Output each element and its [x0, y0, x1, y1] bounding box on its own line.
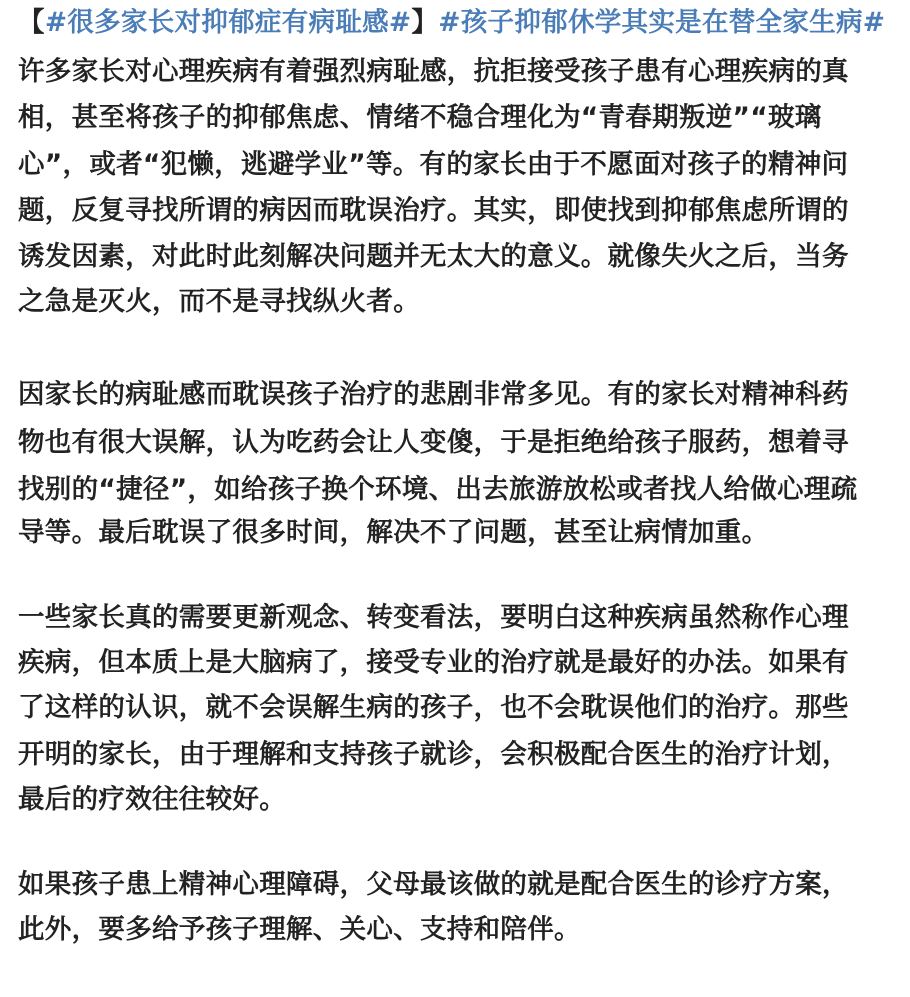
text-line: 最后的疗效往往较好。: [18, 784, 286, 815]
post-header: [18, 0, 885, 46]
text-line: 之急是灭火，而不是寻找纵火者。: [18, 286, 420, 317]
text-line: 一些家长真的需要更新观念、转变看法，要明白这种疾病虽然称作心理: [18, 602, 849, 633]
text-line: 找别的“捷径”，如给孩子换个环境、出去旅游放松或者找人给做心理疏: [18, 474, 858, 505]
text-line: 开明的家长，由于理解和支持孩子就诊，会积极配合医生的治疗计划，: [18, 739, 849, 770]
open-bracket: 【: [18, 7, 45, 38]
text-line: 疾病，但本质上是大脑病了，接受专业的治疗就是最好的办法。如果有: [18, 647, 849, 678]
close-bracket: 】: [411, 7, 439, 38]
text-line: 物也有很大误解，认为吃药会让人变傻，于是拒绝给孩子服药，想着寻: [18, 427, 849, 458]
text-line: 诱发因素，对此时此刻解决问题并无太大的意义。就像失火之后，当务: [18, 241, 849, 272]
text-line: 了这样的认识，就不会误解生病的孩子，也不会耽误他们的治疗。那些: [18, 692, 849, 723]
topic-link-stigma[interactable]: #很多家长对抑郁症有病耻感#: [44, 7, 412, 38]
text-line: 相，甚至将孩子的抑郁焦虑、情绪不稳合理化为“青春期叛逆”“玻璃: [18, 102, 822, 133]
text-line: 许多家长对心理疾病有着强烈病耻感，抗拒接受孩子患有心理疾病的真: [18, 56, 849, 87]
text-line: 此外，要多给予孩子理解、关心、支持和陪伴。: [18, 914, 581, 945]
topic-link-dropout[interactable]: #孩子抑郁休学其实是在替全家生病#: [438, 7, 886, 38]
text-line: 如果孩子患上精神心理障碍，父母最该做的就是配合医生的诊疗方案，: [18, 869, 849, 900]
text-line: 因家长的病耻感而耽误孩子治疗的悲剧非常多见。有的家长对精神科药: [18, 379, 849, 410]
text-line: 题，反复寻找所谓的病因而耽误治疗。其实，即使找到抑郁焦虑所谓的: [18, 195, 849, 226]
text-line: 心”，或者“犯懒，逃避学业”等。有的家长由于不愿面对孩子的精神问: [18, 149, 849, 180]
text-line: 导等。最后耽误了很多时间，解决不了问题，甚至让病情加重。: [18, 517, 769, 548]
